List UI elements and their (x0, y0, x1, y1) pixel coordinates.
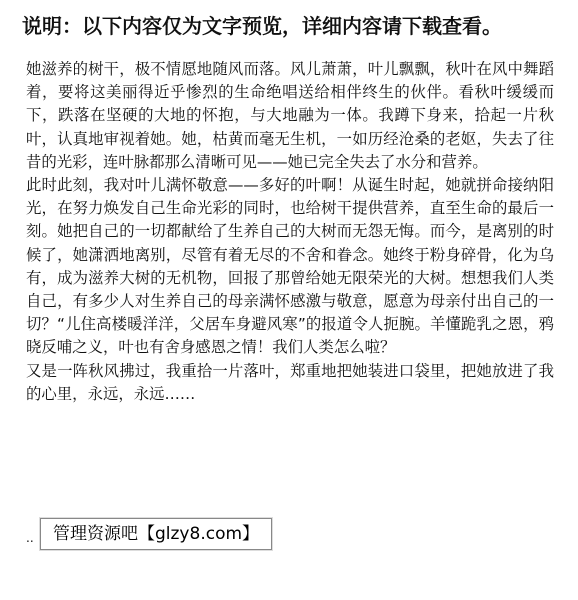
preview-notice: 说明：以下内容仅为文字预览，详细内容请下载查看。 (22, 14, 502, 38)
paragraph-1: 她滋养的树干，极不情愿地随风而落。风儿萧萧，叶儿飘飘，秋叶在风中舞蹈着，要将这美丽得近乎惨烈的生命绝唱送给相伴终生的伙伴。看秋叶缓缓而下，跌落在坚硬的大地的怀抱，与大地融为一体。我蹲下身来，拾起一片秋叶，认真地审视着她。她，枯黄而毫无生机，一如历经沧桑的老妪，失去了往昔的光彩，连叶脉都那么清晰可见——她已完全失去了水分和营养。 (26, 60, 554, 171)
paragraph-3: 又是一阵秋风拂过，我重拾一片落叶，郑重地把她装进口袋里，把她放进了我的心里，永远，永远…… (26, 361, 554, 403)
site-watermark: 管理资源吧【glzy8.com】 (40, 518, 272, 550)
article-body (26, 58, 554, 406)
paragraph-2: 此时此刻，我对叶儿满怀敬意——多好的叶啊！从诞生时起，她就拼命接纳阳光，在努力焕发自己生命光彩的同时，也给树干提供营养，直至生命的最后一刻。她把自己的一切都献给了生养自己的大树而无怨无悔。而今，是离别的时候了，她潇洒地离别，尽管有着无尽的不舍和眷念。她终于粉身碎骨，化为乌有，成为滋养大树的无机物，回报了那曾给她无限荣光的大树。想想我们人类自己，有多少人对生养自己的母亲满怀感激与敬意，愿意为母亲付出自己的一切？“儿住高楼暖洋洋，父居车身避风寒”的报道令人扼腕。羊懂跪乳之恩，鸦晓反哺之义，叶也有舍身感恩之情！我们人类怎么啦？ (26, 176, 554, 357)
trailing-ellipsis: .. (26, 531, 34, 545)
